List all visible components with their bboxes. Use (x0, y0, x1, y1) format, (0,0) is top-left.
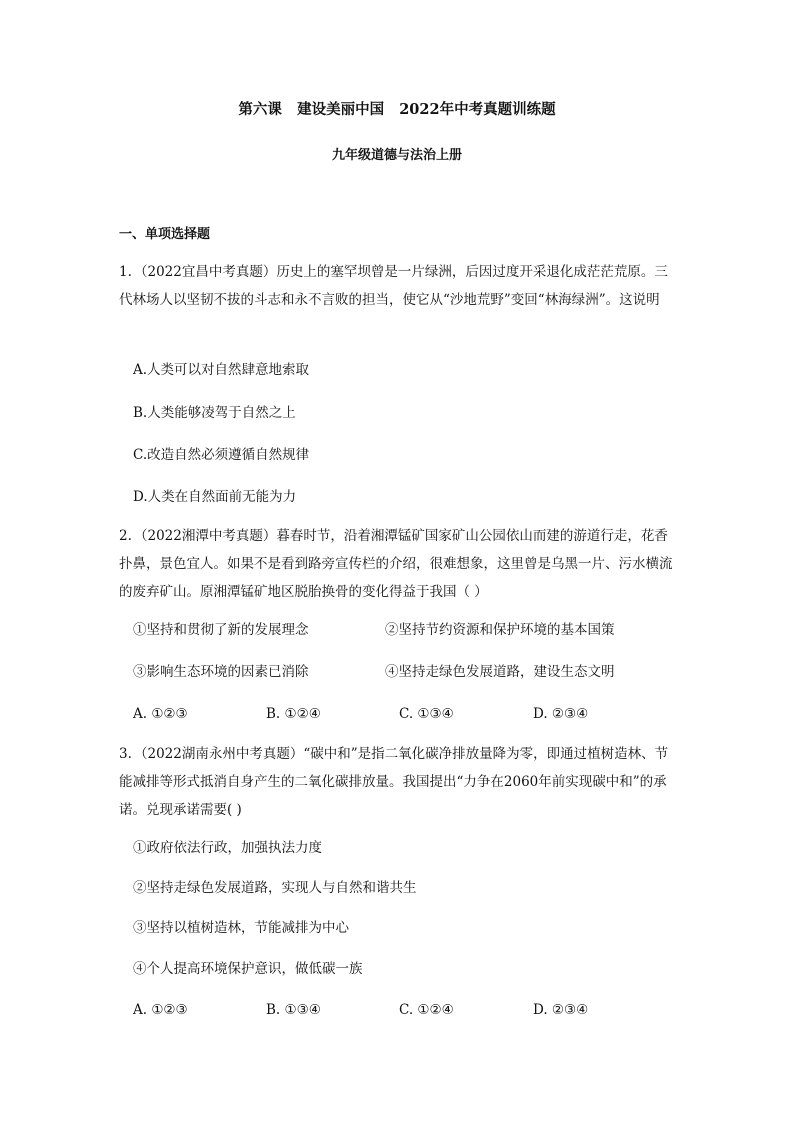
page-subtitle: 九年级道德与法治上册 (331, 148, 462, 163)
question-3-statement-3: ③坚持以植树造林，节能减排为中心 (133, 920, 349, 936)
question-number: 3. (119, 746, 132, 762)
question-text: （2022宜昌中考真题）历史上的塞罕坝曾是一片绿洲，后因过度开采退化成茫茫荒原。三代林场人以坚韧不拔的斗志和永不言败的担当，使它从“沙地荒野”变回“林海绿洲”。这说明 (119, 264, 668, 308)
question-1-option-b: B.人类能够凌驾于自然之上 (133, 405, 296, 421)
question-1-stem (119, 258, 679, 314)
question-1-option-c: C.改造自然必须遵循自然规律 (133, 447, 310, 463)
question-1-option-a: A.人类可以对自然肆意地索取 (133, 362, 310, 378)
question-number: 1. (119, 264, 132, 280)
question-text: （2022湖南永州中考真题）“碳中和”是指二氧化碳净排放量降为零，即通过植树造林、节能减排等形式抵消自身产生的二氧化碳排放量。我国提出“力争在2060年前实现碳中和”的承诺。兑现承诺需要( ) (119, 746, 669, 818)
page-title: 第六课 建设美丽中国 2022年中考真题训练题 (238, 101, 556, 118)
question-3-stem (119, 740, 679, 824)
option-a: A. ①②③ (133, 1002, 188, 1018)
option-d: D. ②③④ (533, 706, 589, 722)
question-3-statement-4: ④个人提高环境保护意识，做低碳一族 (133, 961, 363, 977)
question-3-statement-2: ②坚持走绿色发展道路，实现人与自然和谐共生 (133, 880, 417, 896)
question-number: 2. (119, 528, 132, 544)
question-text: （2022湘潭中考真题）暮春时节，沿着湘潭锰矿国家矿山公园依山而建的游道行走，花香扑鼻，景色宜人。如果不是看到路旁宣传栏的介绍，很难想象，这里曾是乌黑一片、污水横流的废弃矿山。原湘潭锰矿地区脱胎换骨的变化得益于我国（ ） (119, 528, 673, 600)
option-d: D. ②③④ (533, 1002, 589, 1018)
section-heading: 一、单项选择题 (119, 227, 211, 242)
question-2-stem (119, 522, 679, 606)
option-b: B. ①③④ (266, 1002, 321, 1018)
question-2-statement-2: ②坚持节约资源和保护环境的基本国策 (385, 622, 615, 638)
option-a: A. ①②③ (133, 706, 188, 722)
option-b: B. ①②④ (266, 706, 321, 722)
option-c: C. ①②④ (399, 1002, 454, 1018)
question-2-statement-1: ①坚持和贯彻了新的发展理念 (133, 622, 309, 638)
option-c: C. ①③④ (399, 706, 454, 722)
question-2-statement-4: ④坚持走绿色发展道路，建设生态文明 (385, 664, 615, 680)
question-1-option-d: D.人类在自然面前无能为力 (133, 489, 297, 505)
question-2-statement-3: ③影响生态环境的因素已消除 (133, 664, 309, 680)
question-3-statement-1: ①政府依法行政，加强执法力度 (133, 840, 322, 856)
